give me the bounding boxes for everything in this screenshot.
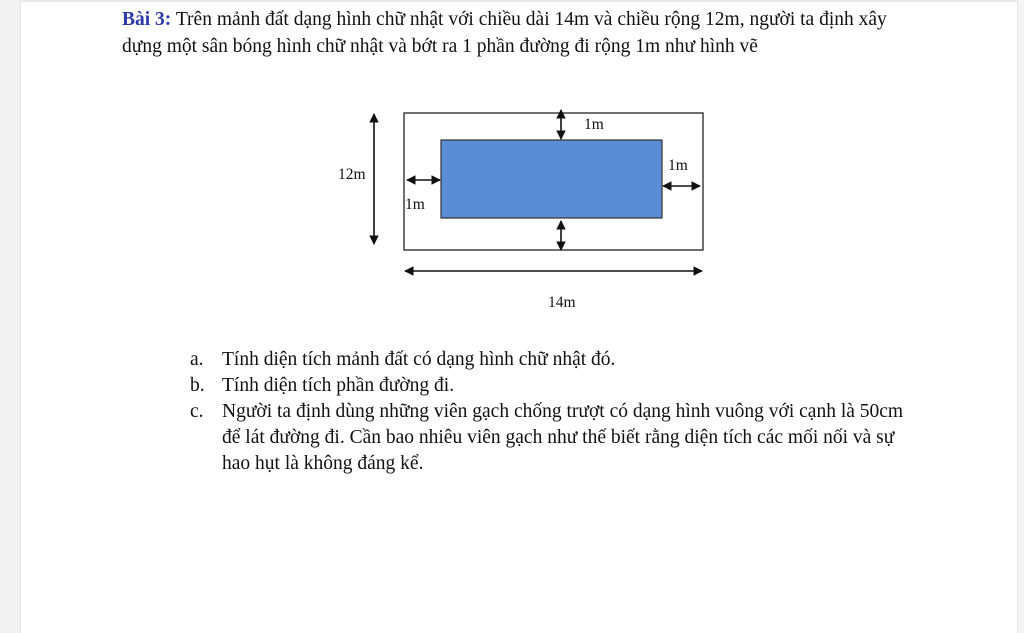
question-text: Tính diện tích mảnh đất có dạng hình chữ nhật đó.	[222, 349, 616, 370]
questions-list	[190, 347, 910, 477]
problem-text: Trên mảnh đất dạng hình chữ nhật với chiều dài 14m và chiều rộng 12m, người ta định xây dựng một sân bóng hình chữ nhật và bớt ra 1 phần đường đi rộng 1m như hình vẽ	[122, 9, 887, 57]
question-c	[190, 399, 910, 477]
right-gap-label: 1m	[668, 157, 688, 174]
left-gap-label: 1m	[405, 196, 425, 213]
question-text: Tính diện tích phần đường đi.	[222, 375, 455, 396]
length-label: 14m	[548, 294, 576, 311]
width-label: 12m	[338, 166, 366, 183]
question-a	[190, 347, 910, 373]
question-b	[190, 373, 910, 399]
question-marker: c.	[190, 401, 204, 422]
question-text: Người ta định dùng những viên gạch chống trượt có dạng hình vuông với cạnh là 50cm để lát đường đi. Cần bao nhiêu viên gạch như thế biết rằng diện tích các mối nối và sự hao hụt là không đáng kể.	[222, 401, 904, 474]
top-gap-label: 1m	[584, 116, 604, 133]
question-marker: b.	[190, 375, 205, 396]
question-marker: a.	[190, 349, 204, 370]
field-rectangle	[441, 140, 662, 218]
problem-label: Bài 3:	[122, 9, 172, 30]
